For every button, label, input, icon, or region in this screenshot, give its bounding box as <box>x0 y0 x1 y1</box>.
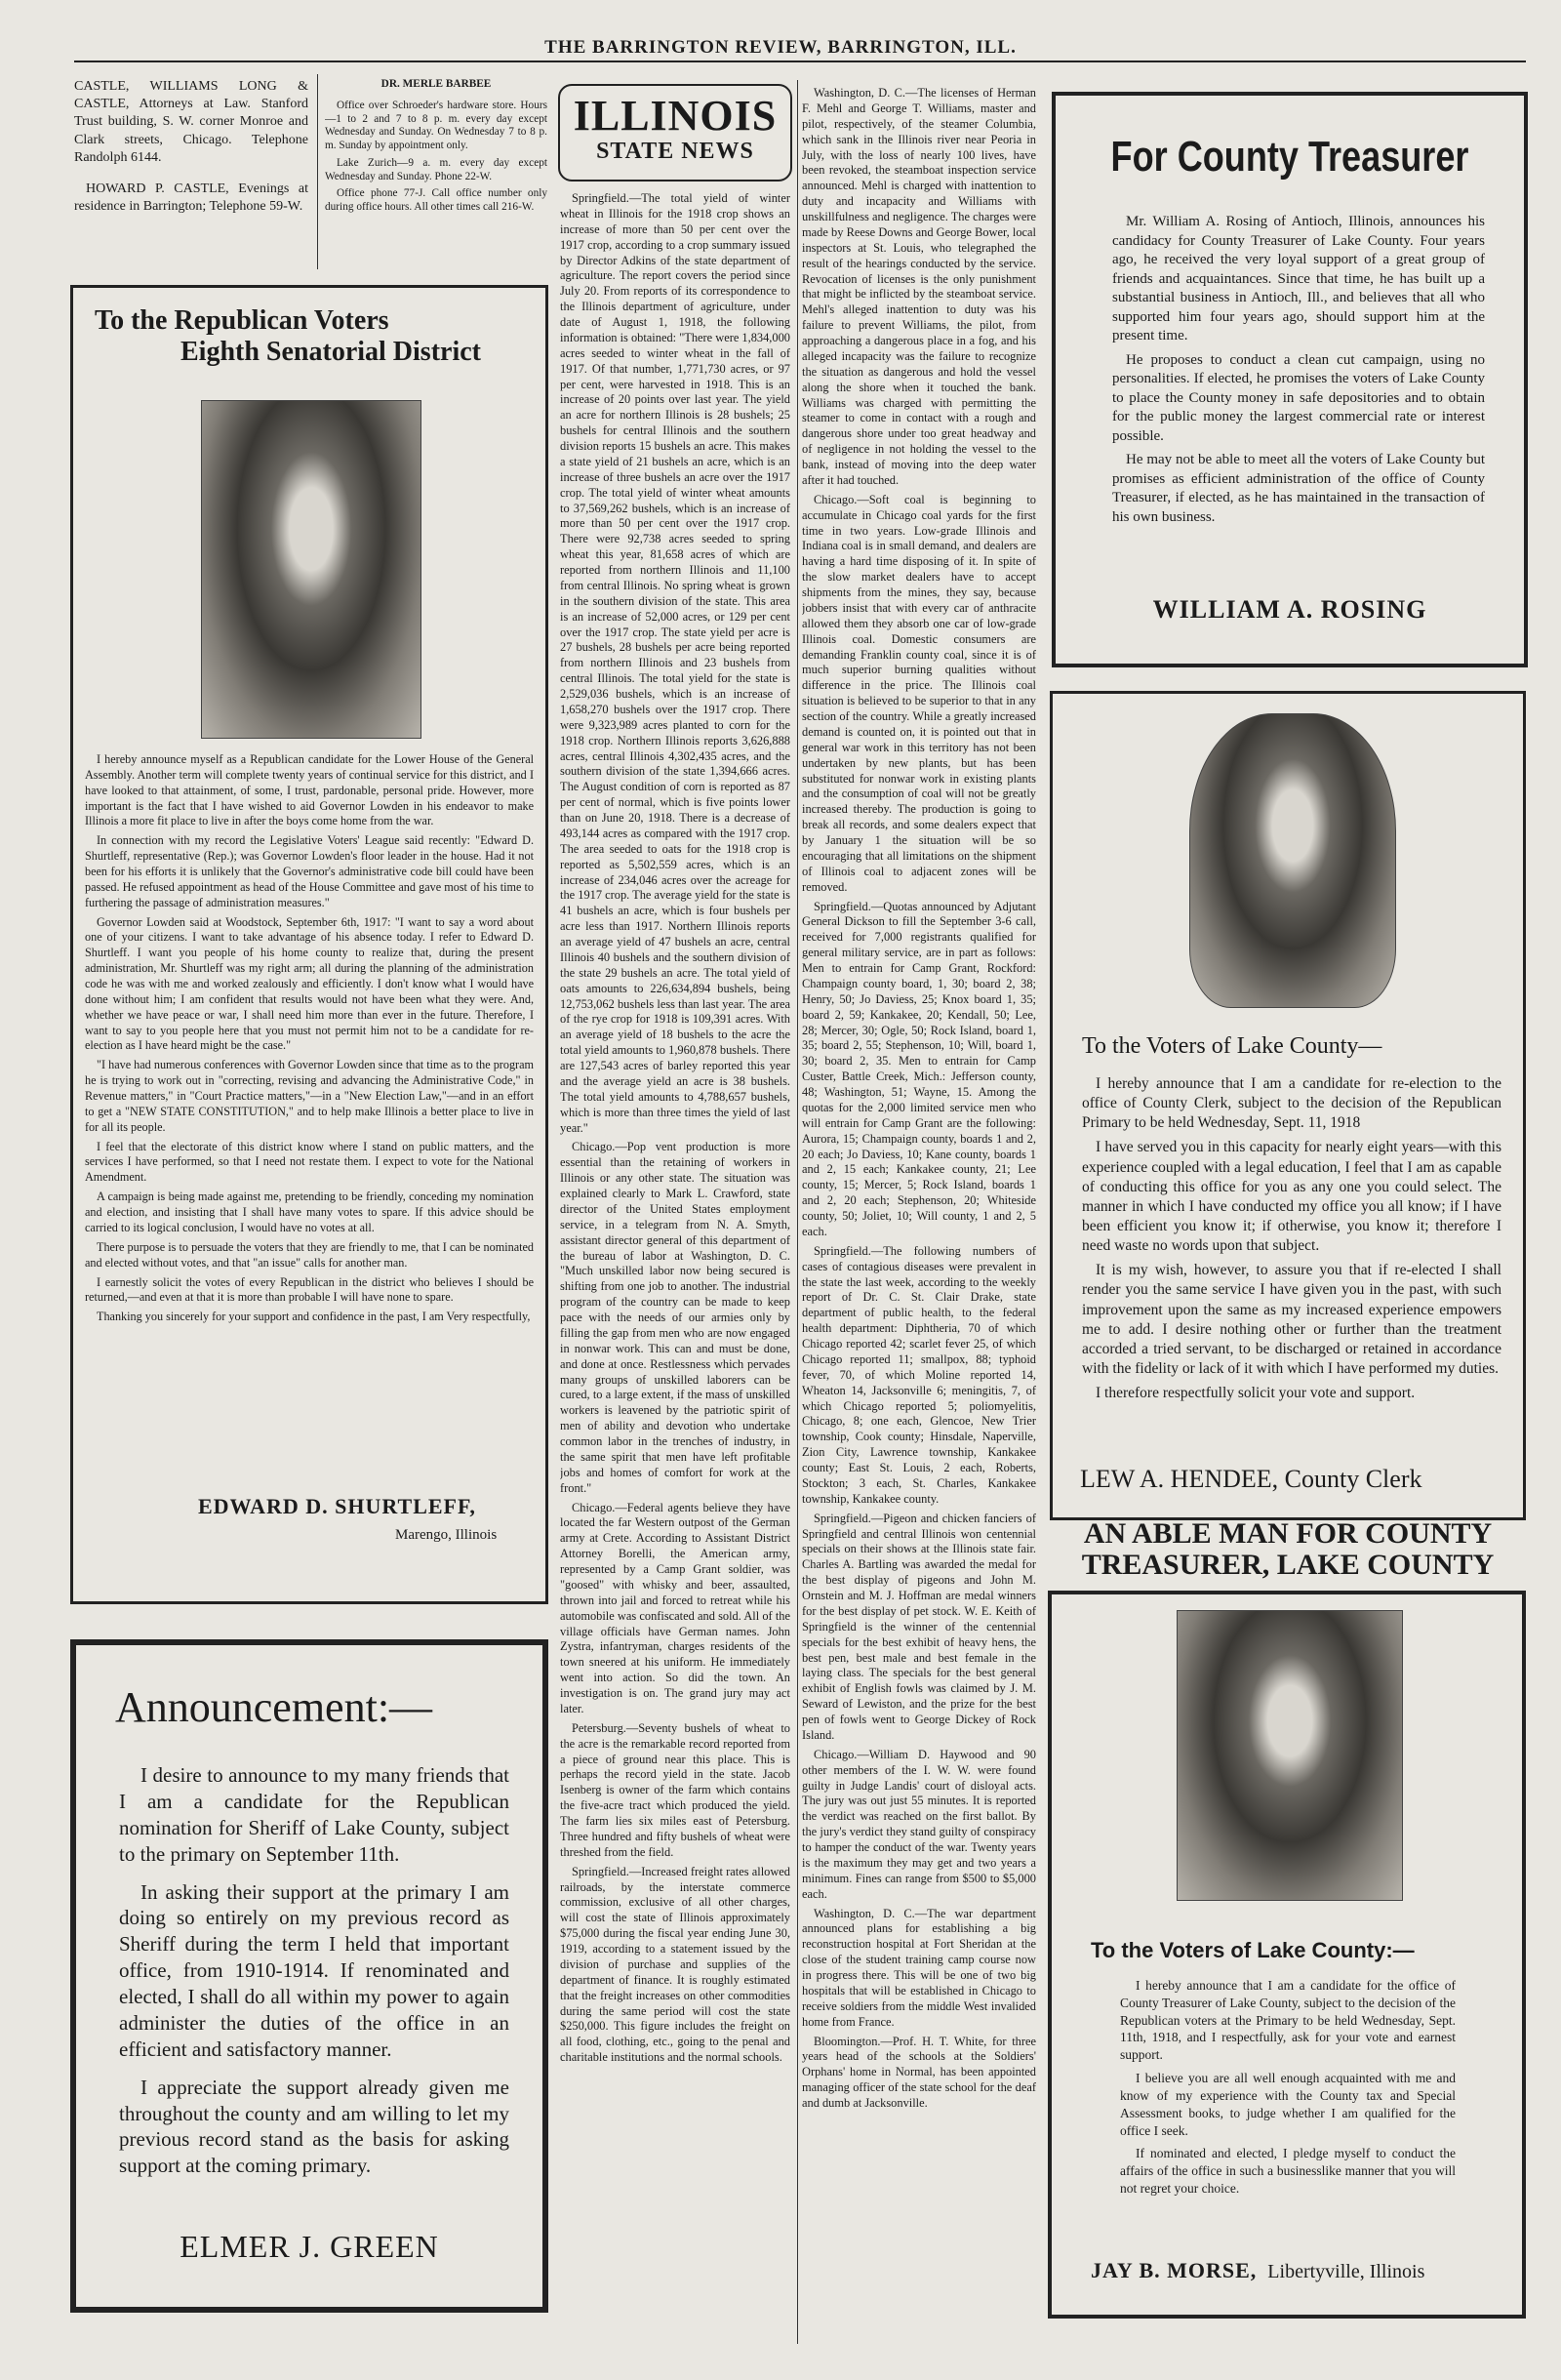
news-title-box <box>558 84 792 182</box>
rosing-heading: For County Treasurer <box>1110 133 1469 181</box>
morse-signature-line <box>1091 2258 1424 2283</box>
news-column-divider <box>797 80 798 2344</box>
hendee-p2: I have served you in this capacity for nearly eight years—with this experience coupled with a legal education, I feel that I am as capable of conducting this office for you as any one you could select. The manner in which I have conducted my office you all know; if I have been efficient you know it; if otherwise, you know it; therefore I need waste no words upon that subject. <box>1082 1139 1501 1255</box>
rosing-p3: He may not be able to meet all the voters of Lake County but promises as efficient administration of the office of County Treasurer, if elected, as he has maintained in the transaction of his own business. <box>1112 452 1485 525</box>
news-c2-item-2: Chicago.—Soft coal is beginning to accumulate in Chicago coal yards for the first time in two years. Low-grade Illinois and Indiana coal is in small demand, and dealers are having a hard time disposing of it. In spite of the slow market dealers have to accept shipments from the mines, they say, because jobbers insist that with every car of anthracite allowed them they absorb one car of low-grade Illinois coal. Domestic consumers are demanding Franklin county coal, since it is of much superior burning qualities without difference in the price. The Illinois coal situation is believed to be superior to that in any section of the country. While a greatly increased demand is counted on, it is pointed out that in general war work in this territory has not been undertaken by new plants, but has been substituted for nonwar work in existing plants and the consumption of coal will not be greatly increased thereby. The production is going to break all records, and some dealers expect that by January 1 the situation will be so encouraging that all limitations on the shipment of Illinois coal to adjacent zones will be removed. <box>802 492 1036 894</box>
barbee-office: Office over Schroeder's hardware store. Hours—1 to 2 and 7 to 8 p. m. every day except Wednesday and Sunday. On Wednesday 7 to 8 p. m. Sunday by appointment only. <box>325 99 547 152</box>
shurtleff-p3: Governor Lowden said at Woodstock, September 6th, 1917: "I want to say a word about one of your citizens. I want to take advantage of his absence today. I refer to Edward D. Shurtleff. I want you people of his home county to realize that, during the present administration, Mr. Shurtleff was my right arm; all during the planning of the administration code he was with me and worked zealously and efficiently. I don't know what I would have done without him; I am confident that results would not have been what they were. And, whether we have peace or war, I shall need him more than ever in the future. Therefore, I want to say to you people here that you must not permit him not to be a candidate for re-election as I have heard might be the case." <box>85 914 534 1053</box>
shurtleff-p2: In connection with my record the Legislative Voters' League said recently: "Edward D. Shurtleff, representative (Rep.); was Governor Lowden's floor leader in the house. Had it not been for his efforts it is unlikely that the Governor's administrative code bill could have been passed. He refused appointment as head of the House Committee and gave most of his time to furthering the passage of administration measures." <box>85 833 534 909</box>
card-divider <box>317 74 318 269</box>
castle-card-text: CASTLE, WILLIAMS LONG & CASTLE, Attorneys at Law. Stanford Trust building, S. W. corner Monroe and Clark streets, Chicago. Telephone Randolph 6144. <box>74 79 308 165</box>
shurtleff-p5: I feel that the electorate of this district know where I stand on public matters, and the services I have performed, so that I need not restate them. I expect to vote for the National Amendment. <box>85 1139 534 1185</box>
green-p1: I desire to announce to my many friends that I am a candidate for the Republican nomination for Sheriff of Lake County, subject to the primary on September 11th. <box>119 1763 509 1866</box>
hendee-ad <box>1050 691 1526 1520</box>
rosing-p1: Mr. William A. Rosing of Antioch, Illinois, announces his candidacy for County Treasurer of Lake County. Four years ago, he received the very loyal support of a great group of friends and acquaintances. Since that time, he has built up a substantial business in Antioch, Ill., and believes that all who supported him four years ago, should support him at the present time. <box>1112 214 1485 343</box>
news-c2-item-8: Bloomington.—Prof. H. T. White, for three years head of the schools at the Soldiers' Orphans' home in Normal, has been appointed managing officer of the state school for the deaf and dumb at Jacksonville. <box>802 2034 1036 2110</box>
castle-card-evening: HOWARD P. CASTLE, Evenings at residence in Barrington; Telephone 59-W. <box>74 181 308 215</box>
morse-portrait <box>1177 1610 1403 1901</box>
shurtleff-portrait <box>201 400 421 739</box>
news-c1-item-5: Springfield.—Increased freight rates allowed railroads, by the interstate commerce commission, exclusive of all other charges, will cost the state of Illinois approximately $75,000 during the fiscal year ending June 30, 1919, according to a statement issued by the division of purchase and supplies of the department of finance. It is roughly estimated that the freight increases on other commodities during the same period will cost the state $250,000. This figure includes the freight on all food, clothing, etc., going to the penal and charitable institutions and the normal schools. <box>560 1864 790 2065</box>
rosing-signature: WILLIAM A. ROSING <box>1152 595 1427 624</box>
shurtleff-ad <box>70 285 548 1604</box>
morse-p3: If nominated and elected, I pledge myself to conduct the affairs of the office in such a businesslike manner that you will not regret your choice. <box>1120 2146 1456 2196</box>
news-c1-item-3: Chicago.—Federal agents believe they have located the far Western outpost of the German army at Crete. According to Assistant District Attorney Borelli, the American army, represented by a Camp Grant soldier, was "goosed" with whisky and beer, assaulted, thrown into jail and forced to retreat while his automobile was confiscated and sold. All of the village officials have German names. John Zystra, infantryman, charges residents of the town sneered at his uniform. He immediately went into action. So did the town. An investigation is on. The grand jury may act later. <box>560 1500 790 1715</box>
shurtleff-place: Marengo, Illinois <box>395 1527 498 1543</box>
barbee-zurich: Lake Zurich—9 a. m. every day except Wednesday and Sunday. Phone 22-W. <box>325 156 547 182</box>
rosing-ad <box>1052 92 1528 667</box>
morse-banner-2: TREASURER, LAKE COUNTY <box>1081 1549 1495 1582</box>
shurtleff-p4: "I have had numerous conferences with Governor Lowden since that time as to the program he is trying to work out in "correcting, revising and advancing the Administrative Code," in Revenue matters," in "Court Practice matters,"—in a "New Election Law,"—and in an effort to get a "NEW STATE CONSTITUTION," and to help make Illinois a better place to live in for all its people. <box>85 1058 534 1134</box>
morse-place: Libertyville, Illinois <box>1267 2261 1425 2282</box>
shurtleff-p7: There purpose is to persuade the voters that they are friendly to me, that I can be nominated and elected without votes, and that "an issue" calls for another man. <box>85 1239 534 1270</box>
shurtleff-signature: EDWARD D. SHURTLEFF, <box>198 1494 476 1518</box>
morse-p2: I believe you are all well enough acquainted with me and know of my experience with the County tax and Special Assessment books, to judge whether I am qualified for the office I seek. <box>1120 2071 1456 2138</box>
green-p3: I appreciate the support already given me throughout the county and am willing to let my previous record stand as the basis for asking support at the coming primary. <box>119 2075 509 2178</box>
morse-ad <box>1048 1591 1526 2319</box>
news-c2-item-6: Chicago.—William D. Haywood and 90 other members of the I. W. W. were found guilty in Judge Landis' court of disloyal acts. The jury was out just 55 minutes. It is reported the verdict was reached on the first ballot. By the jury's verdict they stand guilty of conspiracy to hamper the conduct of the war. Twenty years is the maximum they may get and two years a minimum. Fines can range from $500 to $5,000 each. <box>802 1747 1036 1901</box>
barbee-phone: Office phone 77-J. Call office number only during office hours. All other times call 216-W. <box>325 187 547 214</box>
shurtleff-p9: Thanking you sincerely for your support and confidence in the past, I am Very respectfully, <box>97 1310 531 1324</box>
barbee-card <box>325 78 547 275</box>
green-ad <box>70 1639 548 2313</box>
shurtleff-heading-2: Eighth Senatorial District <box>180 337 481 367</box>
masthead-rule <box>74 61 1526 62</box>
news-column-1 <box>560 191 790 2348</box>
news-c2-item-4: Springfield.—The following numbers of cases of contagious diseases were prevalent in the state the last week, according to the weekly report of Dr. C. St. Clair Drake, state department of public health, to the federal health department: Diphtheria, 70 of which Chicago reported 42; scarlet fever 25, of which Chicago reported 11; smallpox, 88; typhoid fever, 70, of which Moline reported 14, Wheaton 14, Jacksonville 6; meningitis, 7, of which Chicago reported 5; poliomyelitis, Chicago, 8; one each, Glencoe, New Trier township, Cook county; Hinsdale, Naperville, Zion City, Lawrence township, Kankakee county; East St. Louis, 2 each, Roberts, Stockton; 3 each, St. Charles, Kankakee township, Kankakee county. <box>802 1243 1036 1506</box>
shurtleff-p6: A campaign is being made against me, pretending to be friendly, conceding my nomination and election, and insisting that I shall have many votes to spare. If this advice should be carried to its logical conclusion, I would have no votes at all. <box>85 1190 534 1234</box>
rosing-p2: He proposes to conduct a clean cut campaign, using no personalities. If elected, he promises the voters of Lake County to place the County money in safe depositories and to obtain for the public money the largest commercial rate or interest possible. <box>1112 351 1485 444</box>
green-p2: In asking their support at the primary I am doing so entirely on my previous record as Sheriff during the term I held that important office, from 1910-1914. If renominated and elected, I shall do all within my power to again administer the duties of the office in an efficient and satisfactory manner. <box>119 1879 509 2061</box>
morse-heading: To the Voters of Lake County:— <box>1091 1938 1415 1962</box>
shurtleff-p8: I earnestly solicit the votes of every Republican in the district who believes I should be returned,—and even at that it is more than probable I will have none to spare. <box>85 1274 534 1305</box>
news-c2-item-7: Washington, D. C.—The war department announced plans for establishing a big reconstruction hospital at Fort Sheridan at the close of the student training camp course now in progress there. This will be one of two big hospitals that will be established in Chicago to receive soldiers from the middle West invalided home from France. <box>802 1906 1036 2029</box>
shurtleff-p1: I hereby announce myself as a Republican candidate for the Lower House of the General Assembly. Another term will complete twenty years of continual service for this district, and I have looked to that attainment, of some, I trust, pardonable, personal pride. However, more important is the fact that I have wished to aid Governor Lowden in his endeavor to make Illinois a more fit place to live in after the boys come home from the war. <box>85 752 534 828</box>
hendee-signature: LEW A. HENDEE, County Clerk <box>1080 1465 1422 1493</box>
news-title-1: ILLINOIS <box>573 92 778 140</box>
hendee-p4: I therefore respectfully solicit your vote and support. <box>1096 1385 1416 1402</box>
news-c2-item-5: Springfield.—Pigeon and chicken fanciers of Springfield and central Illinois won centennial specials on their shows at the Illinois state fair. Charles A. Bartling was awarded the medal for the best display of pigeons and John M. Ornstein and M. J. Hoffman are medal winners for the best display of pet stock. W. E. Keith of Springfield is the winner of the centennial specials for the best exhibit of heavy hens, the best pen, best male and best female in the laying class. The specials for the best general exhibit of English fowls was claimed by J. M. Seward of Lewiston, and the prize for the best pen of fowls went to George Dickey of Rock Island. <box>802 1511 1036 1742</box>
news-c2-item-1: Washington, D. C.—The licenses of Herman F. Mehl and George T. Williams, master and pilot, respectively, of the steamer Columbia, which sank in the Illinois river near Peoria in July, with the loss of nearly 100 lives, have been revoked, the steamboat inspection service announced. Mehl is charged with inattention to duty and incapacity and Williams with unskillfulness and negligence. The charges were made by Reese Downs and George Bower, local inspectors at St. Louis, who telegraphed the result of the hearings conducted by the service. Revocation of licenses is the only punishment that might be inflicted by the steamboat service. Mehl's alleged inattention to duty was his failure to prevent Williams, the pilot, from approaching a dangerous place in a fog, and his alleged incapacity was the failure to recognize the situation as dangerous and hold the vessel along the shore when it touched the bank. Williams was charged with permitting the steamer to come in contact with a rough and dangerous shore under too great headway and of negligence in not holding the vessel to the bank, instead of moving into the deep water after it had touched. <box>802 86 1036 487</box>
morse-p1: I hereby announce that I am a candidate for the office of County Treasurer of Lake County, subject to the decision of the Republican voters at the Primary to be held Wednesday, Sept. 11th, 1918, and I respectfully, ask for your vote and earnest support. <box>1120 1978 1456 2063</box>
news-c1-item-2: Chicago.—Pop vent production is more essential than the retaining of workers in Illinois or any other state. The situation was explained clearly to Mark L. Crawford, state director of the United States employment service, in a telegram from N. A. Smyth, assistant director general of this department of the bureau of labor at Washington, D. C. "Much unskilled labor now being secured is shifting from one job to another. The industrial program of the country can be made to keep pace with the needs of our armies only by filling the gap from men who are now engaged in nonwar work. This can and must be done, and done at once. Restlessness which pervades many groups of unskilled laborers can be cured, to a large extent, if the mass of unskilled workers is leavened by the patriotic spirit of men of ability and devotion who undertake common labor in the trenches of industry, in the same spirit that men have left profitable jobs and homes of comfort for work at the front." <box>560 1140 790 1495</box>
green-heading: Announcement:— <box>115 1683 433 1731</box>
morse-signature: JAY B. MORSE, <box>1091 2258 1258 2282</box>
hendee-p3: It is my wish, however, to assure you that if re-elected I shall render you the same service I have given you in the past, with such improvement upon the same as my increased experience empowers me to add. I desire nothing other or further than the treatment accorded a tried servant, to be discharged or retained in accordance with the fidelity or lack of it with which I have performed my duties. <box>1082 1262 1501 1377</box>
news-c2-item-3: Springfield.—Quotas announced by Adjutant General Dickson to fill the September 3-6 call, received for 7,000 registrants qualified for general military service, are in part as follows: Men to entrain for Camp Grant, Rockford: Champaign county board, 1, 30; board 2, 38; Henry, 50; Jo Daviess, 25; Knox board 1, 35; board 2, 59; Kankakee, 20; Kendall, 50; Lee, 28; Mercer, 30; Ogle, 50; Rock Island, board 1, 35; board 2, 55; Stephenson, 10; Will, board 1, 30; board 2, 35. Men to entrain for Camp Custer, Battle Creek, Mich.: Jefferson county, 48; Washington, 51; Wayne, 15. Among the quotas for the 2,000 limited service men who will entrain for Camp Grant are the following: Aurora, 15; Champaign county, boards 1 and 2, 20 each; Jo Daviess, 10; Kane county, boards 1 and 2, 15 each; Kankakee county, 21; Lee county, 15; Mercer, 5; Rock Island, boards 1 and 2, 20 each; Stephenson, 20; Whiteside county, 50; Joliet, 10; Will county, 1 and 2, 5 each. <box>802 899 1036 1238</box>
hendee-p1: I hereby announce that I am a candidate for re-election to the office of County Clerk, subject to the decision of the Republican Primary to be held Wednesday, Sept. 11, 1918 <box>1082 1075 1501 1132</box>
news-column-2 <box>802 86 1036 2348</box>
news-c1-item-1: Springfield.—The total yield of winter wheat in Illinois for the 1918 crop shows an increase of more than 50 per cent over the 1917 crop, according to a crop summary issued by Director Adkins of the state department of agriculture. The report covers the period since July 20. From reports of its correspondence to the Illinois department of agriculture, under date of August 1, 1918, the following information is obtained: "There were 1,834,000 acres seeded to winter wheat in the fall of 1917. Of that number, 1,771,730 acres, or 97 per cent, were harvested in 1918. This is an increase of 20 points over last year. The yield an acre for northern Illinois is 28 bushels; 25 bushels for central Illinois and the southern division reports 15 bushels an acre. This makes a state yield of 21 bushels an acre, which is an increase of three bushels an acre over the 1917 crop. The total yield of winter wheat amounts to 37,569,262 bushels, which is an increase of more than 50 per cent over the 1917 crop. There were 92,738 acres seeded to spring wheat this year, 81,658 acres of which are reported from northern Illinois and 11,100 from central Illinois. No spring wheat is grown in the southern division of the state. This area is an increase of 52,000 acres, or 129 per cent over the 1917 crop. The state yield per acre is 27 bushels, 28 bushels per acre being reported from northern Illinois and 23 bushels from central Illinois. The total yield for the state is 2,529,036 bushels, which is an increase of 1,658,270 bushels over the 1917 crop. There were 9,323,989 acres planted to corn for the 1918 crop. Northern Illinois reports 3,626,888 acres, central Illinois 4,302,435 acres, and the southern division of the state 1,394,666 acres. The August condition of corn is reported as 87 per cent of normal, which is five points lower than on June 20, 1918. There is a decrease of 493,144 acres as compared with the 1917 crop. The area seeded to oats for the 1918 crop is reported as 5,502,559 acres, which is an increase of 234,046 acres over the acreage for the 1917 crop. The average yield for the state is 41 bushels an acre, which is four bushels per acre less than 1917. Northern Illinois reports an average yield of 47 bushels an acre, central Illinois 40 bushels and the southern division of the state 29 bushels an acre. The total yield of oats amounts to 226,634,894 bushels, being 12,753,062 bushels less than last year. The area of the rye crop for 1918 is 109,391 acres. With an average yield of 18 bushels to the acre the total yield amounts to 1,960,878 bushels. There are 127,543 acres of barley reported this year and the average yield an acre is 38 bushels. The total yield amounts to 4,788,657 bushels, which is more than three times the yield of last year." <box>560 191 790 1135</box>
morse-banner <box>1046 1518 1530 1582</box>
hendee-portrait <box>1189 713 1396 1008</box>
news-title-2: STATE NEWS <box>596 139 754 165</box>
morse-banner-1: AN ABLE MAN FOR COUNTY <box>1083 1517 1493 1550</box>
masthead: THE BARRINGTON REVIEW, BARRINGTON, ILL. <box>544 37 1017 58</box>
news-c1-item-4: Petersburg.—Seventy bushels of wheat to the acre is the remarkable record reported from a piece of ground near this place. This is perhaps the record yield in the state. Jacob Isenberg is owner of the farm which contains the five-acre tract which produced the yield. The farm lies six miles east of Petersburg. Three hundred and fifty bushels of wheat were threshed from the field. <box>560 1720 790 1859</box>
castle-card <box>74 78 308 273</box>
barbee-name: DR. MERLE BARBEE <box>380 78 492 90</box>
hendee-heading: To the Voters of Lake County— <box>1082 1033 1382 1059</box>
shurtleff-heading-1: To the Republican Voters <box>95 305 389 336</box>
green-signature: ELMER J. GREEN <box>180 2229 439 2264</box>
